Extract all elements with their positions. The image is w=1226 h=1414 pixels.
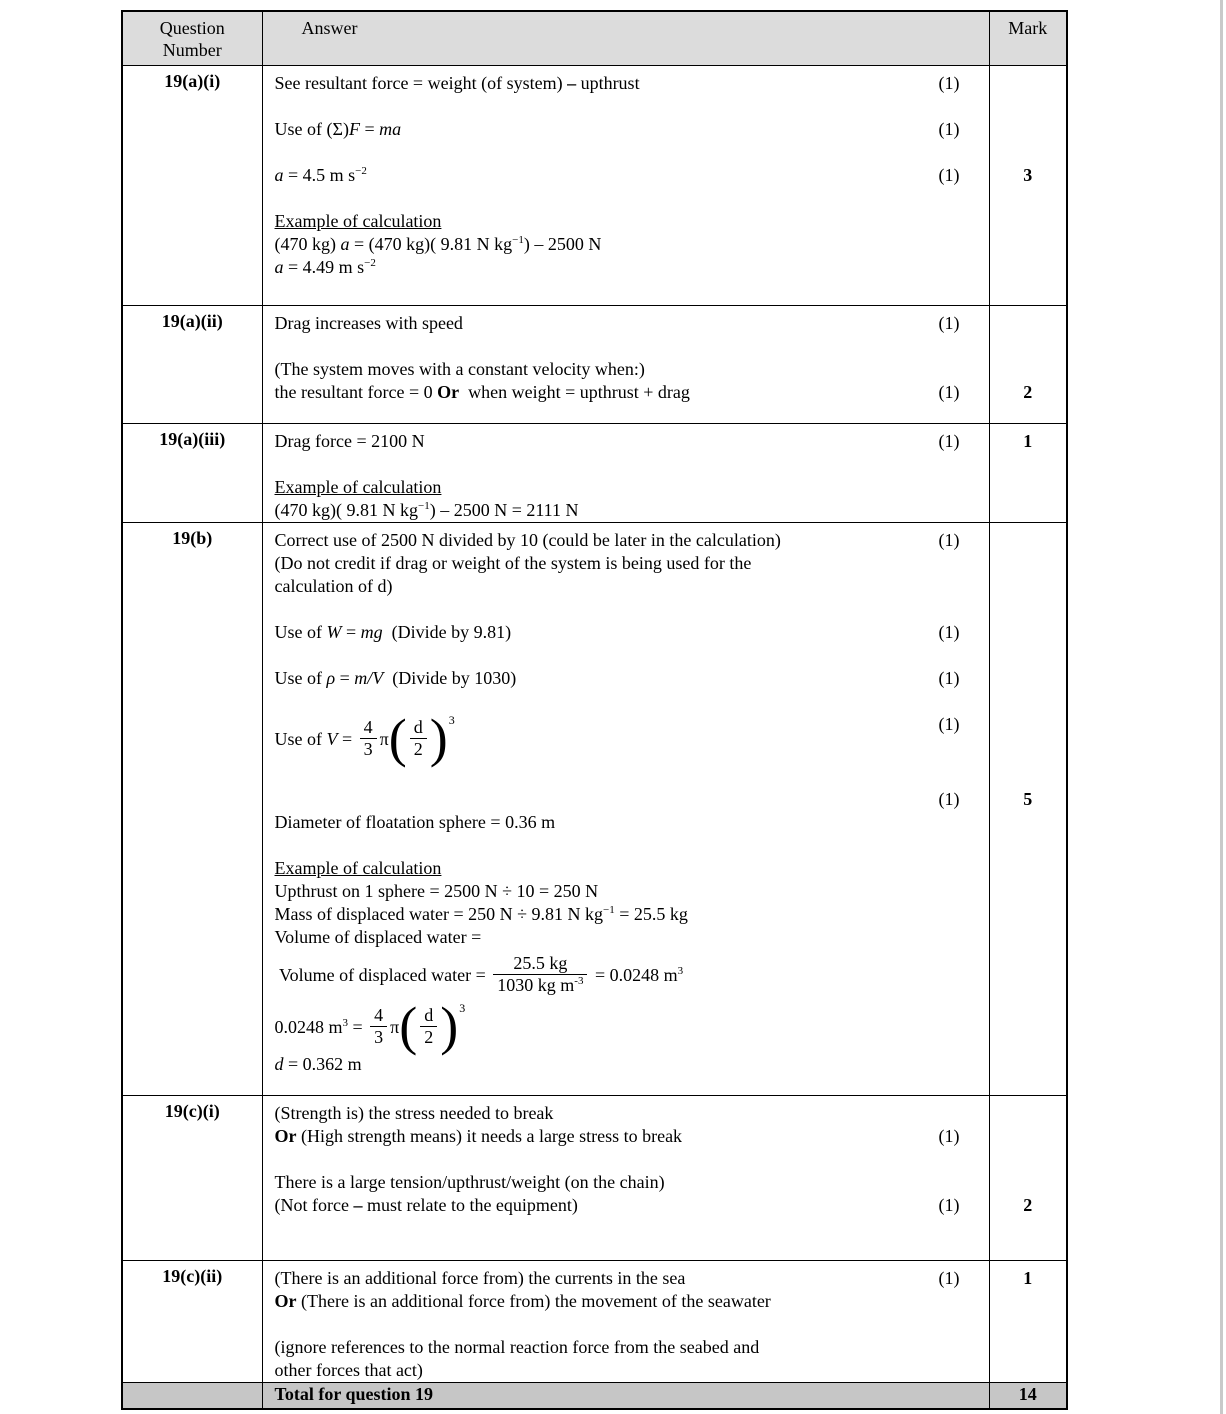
answer-line-text (275, 142, 280, 162)
answer-line (275, 72, 989, 95)
answer-line (275, 476, 989, 499)
answer-line (275, 1148, 989, 1171)
answer-line-text (275, 789, 280, 809)
answer-line (275, 1313, 989, 1336)
fraction: $\frac{d}{2}$ (420, 1005, 437, 1048)
answer-line (275, 164, 989, 187)
answer-lines (275, 430, 989, 522)
answer-lines (275, 72, 989, 279)
mark-point: (1) (938, 714, 960, 734)
answer-line (275, 381, 989, 404)
table-row (122, 523, 1067, 1096)
mark-point: (1) (938, 668, 960, 688)
answer-line-text: Example of calculation (274, 211, 442, 231)
answer-line (275, 335, 989, 358)
answer-line-text: Or (High strength means) it needs a large stress to break (274, 1126, 683, 1146)
answer-line-text: Use of ρ = m/V (Divide by 1030) (274, 668, 517, 688)
fraction: $\frac{4}{3}$ (370, 1005, 387, 1048)
answer-line-text (275, 336, 280, 356)
answer-cell (262, 1261, 989, 1383)
answer-line-text: (Strength is) the stress needed to break (274, 1103, 554, 1123)
answer-cell (262, 424, 989, 523)
answer-line-text: (ignore references to the normal reaction force from the seabed and (274, 1337, 760, 1357)
answer-line (275, 187, 989, 210)
answer-line-text: other forces that act) (274, 1360, 423, 1380)
answer-line-text: Example of calculation (274, 858, 442, 878)
answer-line-text: Volume of displaced water = $\frac{25.5 kg}{1030 kg m^{-3}}$ = 0.0248 $m^3$ (274, 953, 684, 996)
answer-line (275, 1053, 989, 1076)
mark-point: (1) (938, 1126, 960, 1146)
answer-line-text: (Do not credit if drag or weight of the system is being used for the (274, 553, 752, 573)
answer-line-text (275, 691, 280, 711)
table-row (122, 424, 1067, 523)
answer-line-text: the resultant force = 0 Or when weight = upthrust + drag (274, 382, 690, 402)
fraction: $\frac{25.5 kg}{1030 kg m^{-3}}$ (493, 953, 587, 996)
answer-line (274, 707, 989, 768)
mark-scheme-table (121, 10, 1068, 1410)
answer-line-text (275, 1149, 280, 1169)
mark-point: (1) (938, 622, 960, 642)
answer-line-text: d = 0.362 m (274, 1054, 362, 1074)
answer-line-text: (470 kg)( 9.81 N $kg^{-1}) - 2500$ N = 2111 N (274, 500, 579, 520)
total-label-cell: Total for question 19 (262, 1383, 989, 1409)
question-number-cell: 19(c)(i) (122, 1096, 262, 1261)
answer-line-text (275, 645, 280, 665)
answer-line-text: 0.0248 $m^3$ = $\frac{4}{3}$ π( $\frac{d}{2}$ )$^3$ (274, 995, 466, 1056)
answer-line (275, 95, 989, 118)
answer-line (275, 233, 989, 256)
answer-cell (262, 1096, 989, 1261)
question-number-cell: 19(c)(ii) (122, 1261, 262, 1383)
header-row (122, 11, 1067, 66)
answer-line-text: Upthrust on 1 sphere = 2500 N ÷ 10 = 250 N (274, 881, 599, 901)
fraction: $\frac{d}{2}$ (410, 717, 427, 760)
answer-line (275, 1290, 989, 1313)
header-mark: Mark (989, 11, 1067, 66)
answer-line (275, 1171, 989, 1194)
answer-cell (262, 66, 989, 306)
answer-line-text: Diameter of floatation sphere = 0.36 m (274, 812, 556, 832)
mark-point: (1) (938, 119, 960, 139)
answer-line-text: There is a large tension/upthrust/weight (on the chain) (274, 1172, 665, 1192)
mark-point: (1) (938, 1195, 960, 1215)
answer-line (275, 765, 989, 788)
answer-line (275, 529, 989, 552)
mark-point: (1) (938, 73, 960, 93)
mark-point: (1) (938, 1268, 960, 1288)
answer-line (275, 690, 989, 713)
answer-line (275, 118, 989, 141)
total-empty-cell (122, 1383, 262, 1409)
answer-line-text: Use of V = $\frac{4}{3}$ π( $\frac{d}{2}$ )$^3$ (274, 707, 455, 768)
answer-line-text: calculation of d) (274, 576, 393, 596)
answer-line-text: Volume of displaced water = (274, 927, 482, 947)
answer-line-text: a = 4.5 m $s^{-2}$ (274, 165, 367, 185)
answer-line-text: Drag force = 2100 N (274, 431, 425, 451)
answer-line-text: (Not force – must relate to the equipment) (274, 1195, 578, 1215)
answer-line-text (275, 188, 280, 208)
mark-point: (1) (938, 313, 960, 333)
answer-line (275, 1336, 989, 1359)
answer-line-text (275, 96, 280, 116)
answer-line (275, 499, 989, 522)
answer-line (275, 1102, 989, 1125)
mark-point: (1) (938, 382, 960, 402)
answer-line (275, 358, 989, 381)
answer-line-text: (The system moves with a constant velocity when:) (274, 359, 645, 379)
answer-lines (275, 1267, 989, 1382)
table-row (122, 306, 1067, 424)
answer-line (275, 1267, 989, 1290)
mark-cell: 3 (989, 66, 1067, 306)
answer-line-text: Drag increases with speed (274, 313, 463, 333)
answer-line (275, 210, 989, 233)
answer-cell (262, 306, 989, 424)
answer-line-text (275, 599, 280, 619)
answer-line-text: Or (There is an additional force from) the movement of the seawater (274, 1291, 771, 1311)
answer-line (275, 256, 989, 279)
question-number-cell: 19(a)(i) (122, 66, 262, 306)
answer-line (275, 621, 989, 644)
question-number-cell: 19(a)(iii) (122, 424, 262, 523)
answer-line (275, 811, 989, 834)
answer-line (275, 430, 989, 453)
answer-line (274, 995, 989, 1056)
answer-line (275, 141, 989, 164)
mark-cell: 2 (989, 306, 1067, 424)
answer-line-text: a = 4.49 m $s^{-2}$ (274, 257, 376, 277)
mark-point: (1) (938, 789, 960, 809)
answer-line (275, 598, 989, 621)
answer-line (275, 1194, 989, 1217)
answer-line (275, 667, 989, 690)
answer-line-text (275, 766, 280, 786)
answer-line (275, 880, 989, 903)
table-row (122, 66, 1067, 306)
question-number-cell: 19(a)(ii) (122, 306, 262, 424)
answer-line-text: Use of W = mg (Divide by 9.81) (274, 622, 512, 642)
answer-line (275, 926, 989, 949)
answer-line-text: Mass of displaced water = 250 N ÷ 9.81 N $kg^{-1} = 25.5$ kg (274, 904, 688, 924)
answer-line-text: Example of calculation (274, 477, 442, 497)
answer-line-text: (470 kg) a = (470 kg)( 9.81 N $kg^{-1}) - 2500$ N (274, 234, 602, 254)
answer-line (275, 857, 989, 880)
answer-line (275, 834, 989, 857)
mark-point: (1) (938, 530, 960, 550)
answer-line-text: Correct use of 2500 N divided by 10 (could be later in the calculation) (274, 530, 781, 550)
answer-line-text (275, 835, 280, 855)
answer-line-text (275, 1314, 280, 1334)
mark-point: (1) (938, 431, 960, 451)
answer-line (275, 552, 989, 575)
mark-cell: 5 (989, 523, 1067, 1096)
mark-cell: 2 (989, 1096, 1067, 1261)
answer-lines (275, 529, 989, 1076)
question-number-cell: 19(b) (122, 523, 262, 1096)
answer-lines (275, 312, 989, 404)
total-row (122, 1383, 1067, 1409)
answer-line (275, 1125, 989, 1148)
answer-cell (262, 523, 989, 1096)
answer-line-text: See resultant force = weight (of system) – upthrust (274, 73, 640, 93)
total-mark-cell: 14 (989, 1383, 1067, 1409)
answer-line (275, 453, 989, 476)
header-answer: Answer (262, 11, 989, 66)
fraction: $\frac{4}{3}$ (360, 717, 377, 760)
answer-line (275, 575, 989, 598)
mark-cell: 1 (989, 1261, 1067, 1383)
answer-line-text: (There is an additional force from) the currents in the sea (274, 1268, 686, 1288)
mark-cell: 1 (989, 424, 1067, 523)
answer-line (275, 788, 989, 811)
answer-line-text: Use of (Σ)F = ma (274, 119, 402, 139)
table-row (122, 1261, 1067, 1383)
table-row (122, 1096, 1067, 1261)
answer-lines (275, 1102, 989, 1217)
mark-point: (1) (938, 165, 960, 185)
answer-line (275, 1359, 989, 1382)
answer-line (275, 949, 989, 1001)
page-edge-line (1220, 0, 1223, 1414)
answer-line-text (275, 454, 280, 474)
header-question-number: Question Number (122, 11, 262, 66)
answer-line (275, 312, 989, 335)
answer-line (275, 903, 989, 926)
answer-line (275, 644, 989, 667)
